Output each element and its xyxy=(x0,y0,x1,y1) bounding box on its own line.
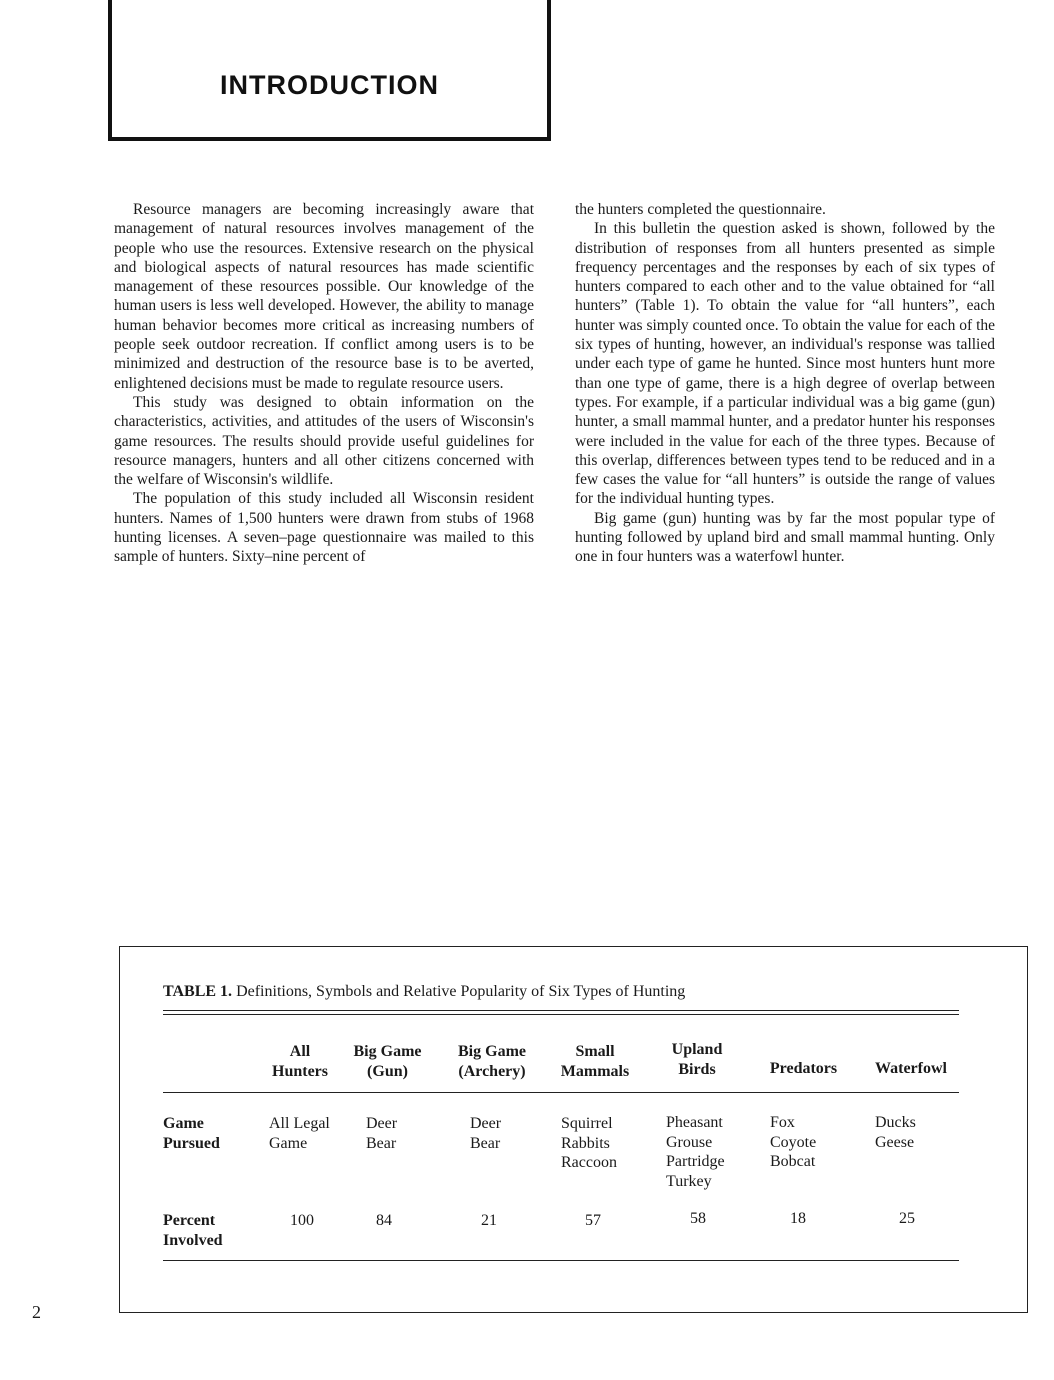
table-label: TABLE 1. xyxy=(163,983,233,1000)
table-cell: 58 xyxy=(690,1210,706,1227)
paragraph: Resource managers are becoming increasingly aware that management of natural resources involves management of the people who use the resources. Extensive research on the physical and biological aspects of natural resources has made scientific management of these resources possible. Our knowledge of the human users is less well developed. However, the ability to manage human behavior becomes more critical as increasing numbers of people seek outdoor recreation. If conflict among users is to be minimized and destruction of the resource base is to be averted, enlightened decisions must be made to regulate resource users. xyxy=(114,201,534,392)
paragraph: In this bulletin the question asked is shown, followed by the distribution of responses from all hunters presented as simple frequency percentages and the responses by each of six types of hunters compared to each other and to the value obtained for “all hunters” (Table 1). To obtain the value for “all hunters”, each hunter was simply counted once. To obtain the value for each of the six types of hunting, however, an individual's response was tallied under each type of game he hunted. Since most hunters hunt more than one type of game, there is a high degree of overlap between types. For example, if a particular individual was a big game (gun) hunter, a small mammal hunter, and a predator hunter his responses were included in the value for each of the three types. Because of this overlap, differences between types tend to be reduced and in a few cases the value for “all hunters” is outside the range of values for the individual hunting types. xyxy=(575,220,996,508)
row-label: Percent Involved xyxy=(163,1212,223,1249)
table-cell: Fox Coyote Bobcat xyxy=(770,1114,817,1170)
page-number: 2 xyxy=(32,1302,41,1322)
section-title-box xyxy=(108,0,551,141)
column-header: Predators xyxy=(769,1060,838,1077)
column-header: Upland Birds xyxy=(671,1041,723,1078)
table-cell: 21 xyxy=(481,1212,497,1229)
paragraph: Big game (gun) hunting was by far the most popular type of hunting followed by upland bird and small mammal hunting. Only one in four hunters was a waterfowl hunter. xyxy=(575,509,995,566)
column-header: Big Game (Gun) xyxy=(353,1043,422,1080)
table-caption-text: Definitions, Symbols and Relative Popularity of Six Types of Hunting xyxy=(236,983,686,1000)
paragraph: This study was designed to obtain information on the characteristics, activities, and attitudes of the users of Wisconsin's game resources. The results should provide useful guidelines for resource managers, hunters and all other citizens concerned with the welfare of Wisconsin's wildlife. xyxy=(114,393,534,489)
left-column xyxy=(114,200,534,567)
table-cell: 25 xyxy=(899,1210,915,1227)
table-cell: Squirrel Rabbits Raccoon xyxy=(561,1115,617,1171)
column-header: Waterfowl xyxy=(875,1060,947,1077)
right-column xyxy=(575,200,995,567)
section-title: INTRODUCTION xyxy=(220,70,439,100)
table-cell: 18 xyxy=(790,1210,806,1227)
paragraph: the hunters completed the questionnaire. xyxy=(575,201,826,218)
table-cell: 57 xyxy=(585,1212,601,1229)
table-cell: Deer Bear xyxy=(470,1115,502,1152)
table-top-rule xyxy=(163,1010,959,1011)
column-header: All Hunters xyxy=(272,1043,328,1080)
paragraph: The population of this study included all Wisconsin resident hunters. Names of 1,500 hunters were drawn from stubs of 1968 hunting licenses. A seven–page questionnaire was mailed to this sample of hunters. Sixty–nine percent of xyxy=(114,490,534,566)
table-cell: 100 xyxy=(290,1212,314,1229)
table-caption xyxy=(163,983,685,1001)
table-top-rule-2 xyxy=(163,1014,959,1015)
table-1 xyxy=(119,946,1028,1313)
column-header: Big Game (Archery) xyxy=(458,1043,526,1080)
column-header: Small Mammals xyxy=(560,1043,630,1080)
table-cell: 84 xyxy=(376,1212,392,1229)
table-cell: Pheasant Grouse Partridge Turkey xyxy=(666,1114,725,1190)
row-label: Game Pursued xyxy=(163,1115,220,1152)
table-cell: All Legal Game xyxy=(269,1115,330,1152)
table-header-rule xyxy=(163,1092,959,1093)
table-bottom-rule xyxy=(163,1260,959,1261)
table-cell: Deer Bear xyxy=(366,1115,398,1152)
table-cell: Ducks Geese xyxy=(875,1114,916,1151)
